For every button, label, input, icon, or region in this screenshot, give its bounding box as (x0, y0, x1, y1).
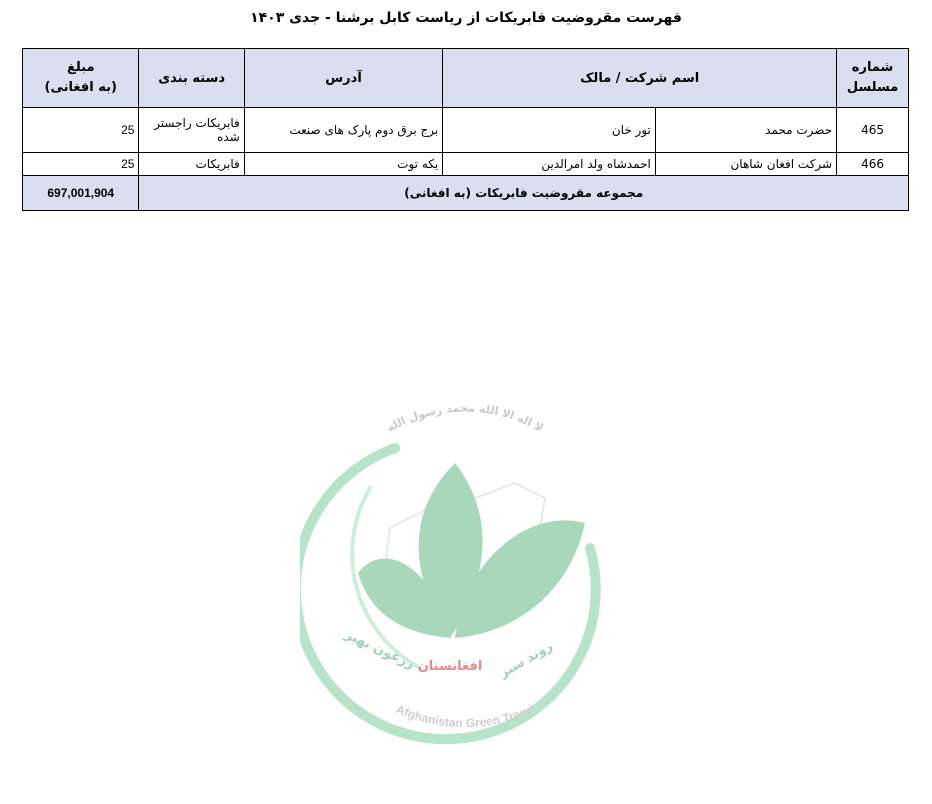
amount-cell: 25 (23, 153, 139, 176)
header-category: دسته بندی (139, 49, 244, 108)
page-title: فهرست مقروضیت فابریکات از ریاست کابل برشنا - جدی ۱۴۰۳ (250, 10, 682, 26)
category-cell: فابریکات راجستر شده (139, 108, 244, 153)
watermark-top-text: لا اله الا الله محمد رسول الله (384, 401, 546, 435)
header-serial: شماره مسلسل (837, 49, 909, 108)
watermark-logo (300, 398, 630, 758)
debt-table (22, 48, 909, 211)
owner-cell: تور خان (443, 108, 656, 153)
table-row (23, 108, 909, 153)
watermark-english-text: Afghanistan Green Trend (394, 701, 537, 731)
total-value: 697,001,904 (23, 176, 139, 211)
total-row (23, 176, 909, 211)
company-cell: حضرت محمد (655, 108, 836, 153)
watermark-text-red: افغانستان (417, 659, 483, 674)
serial-cell: 466 (837, 153, 909, 176)
header-address: آدرس (244, 49, 442, 108)
header-row (23, 49, 909, 108)
total-label: مجموعه مقروضیت فابریکات (به افغانی) (139, 176, 909, 211)
serial-cell: 465 (837, 108, 909, 153)
owner-cell: احمدشاه ولد امرالدین (443, 153, 656, 176)
category-cell: فابریکات (139, 153, 244, 176)
header-company-owner: اسم شرکت / مالک (443, 49, 837, 108)
company-cell: شرکت افغان شاهان (655, 153, 836, 176)
header-amount: مبلغ (به افغانی) (23, 49, 139, 108)
watermark-text-green-1: روند سبز (497, 638, 556, 682)
address-cell: برج برق دوم پارک های صنعت (244, 108, 442, 153)
amount-cell: 25 (23, 108, 139, 153)
table-row (23, 153, 909, 176)
watermark-text-green-2: زرغون بهیر (342, 627, 417, 673)
address-cell: یکه توت (244, 153, 442, 176)
